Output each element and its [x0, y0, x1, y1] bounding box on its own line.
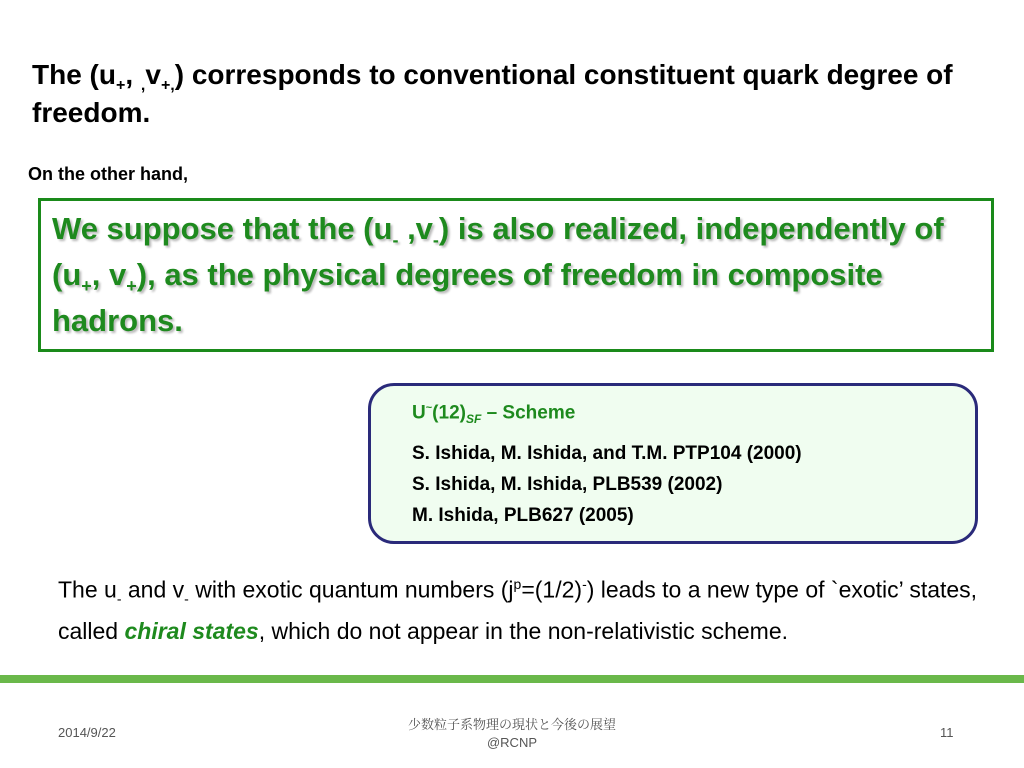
body-part: =(1/2) [521, 576, 583, 603]
statement-part: , v [91, 257, 127, 292]
heading-subscript: + [116, 77, 126, 94]
body-part: , which do not appear in the non-relativistic scheme. [258, 618, 789, 645]
reference-content [412, 402, 972, 531]
body-superscript: - [582, 576, 587, 592]
reference-line: S. Ishida, M. Ishida, and T.M. PTP104 (2000) [412, 443, 802, 465]
statement-subscript: + [81, 276, 92, 296]
footer-title-line1: 少数粒子系物理の現状と今後の展望 [407, 717, 616, 732]
heading-subscript: , [140, 77, 146, 94]
heading-text: The (u [32, 59, 116, 90]
body-part: with exotic quantum numbers (j [188, 576, 514, 603]
scheme-num: (12) [432, 402, 466, 424]
body-part: and v [121, 576, 185, 603]
statement-subscript: - [432, 230, 439, 250]
chiral-states-term: chiral states [124, 618, 259, 645]
statement-subscript: + [126, 276, 137, 296]
scheme-u: U [412, 402, 426, 424]
statement-part: ,v [398, 211, 433, 246]
intro-text: On the other hand, [28, 164, 188, 184]
statement-subscript: - [392, 230, 399, 250]
heading-text: ) corresponds to conventional constituent quark degree of freedom. [32, 59, 953, 128]
footer-title-line2: @RCNP [486, 735, 538, 750]
statement-part: ) is also realized, independently of (u [52, 211, 944, 292]
footer-date: 2014/9/22 [58, 725, 116, 740]
statement-text [52, 206, 992, 344]
scheme-rest: – Scheme [481, 402, 576, 424]
page-number: 11 [940, 725, 954, 740]
body-superscript: p [513, 576, 522, 592]
statement-part: ), as the physical degrees of freedom in composite hadrons. [52, 257, 883, 338]
footer-title [312, 716, 712, 752]
reference-line: S. Ishida, M. Ishida, PLB539 (2002) [412, 474, 723, 496]
reference-line: M. Ishida, PLB627 (2005) [412, 505, 634, 527]
heading-text: v [145, 59, 161, 90]
statement-part: We suppose that the (u [52, 211, 393, 246]
body-subscript: - [184, 590, 189, 607]
scheme-title [412, 402, 972, 426]
scheme-sup: ~ [425, 402, 433, 414]
heading-subscript: +, [160, 77, 175, 94]
body-subscript: - [116, 590, 122, 607]
slide-heading [32, 56, 992, 132]
heading-text: , [125, 59, 141, 90]
body-paragraph [58, 568, 998, 648]
footer-rule [0, 675, 1024, 683]
scheme-sub: SF [465, 412, 482, 427]
body-part: The u [58, 576, 117, 603]
body-part: ) leads to a new type of `exotic’ states, called [58, 576, 978, 645]
